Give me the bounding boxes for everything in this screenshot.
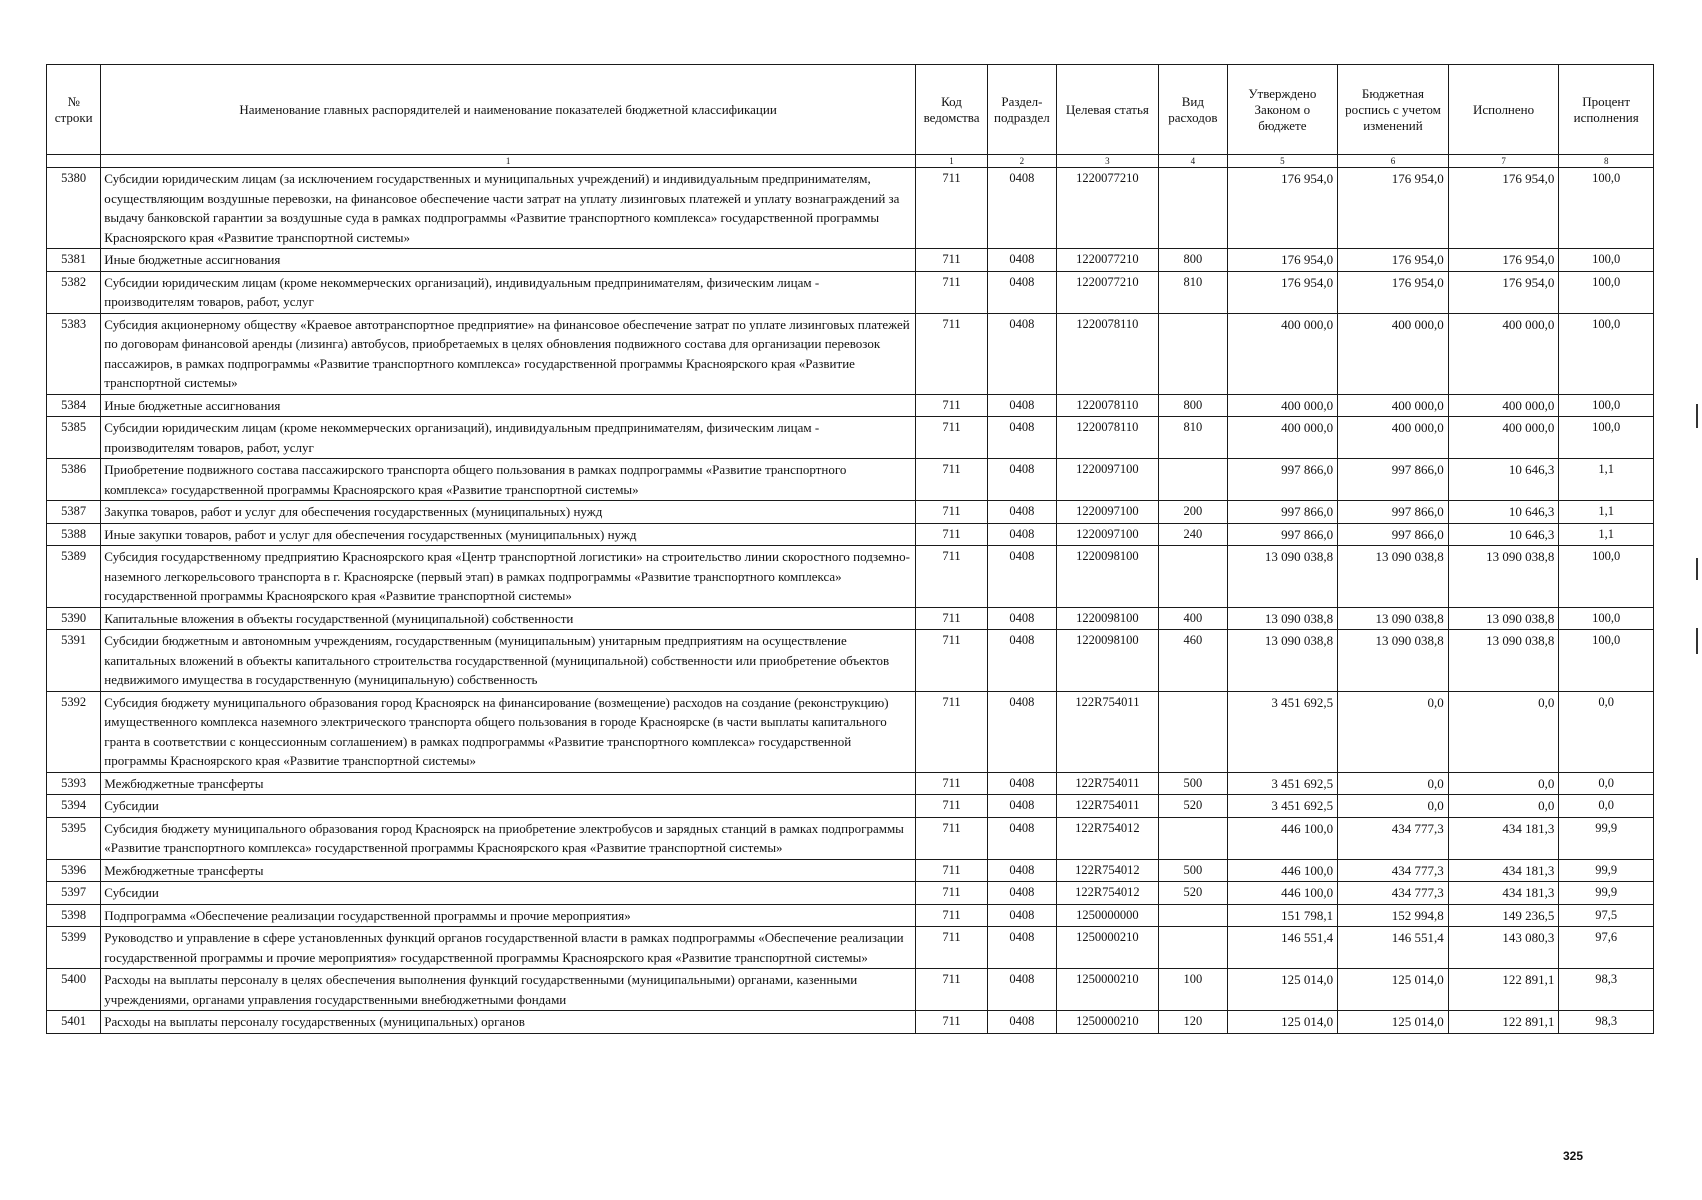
executed-amount: 176 954,0 — [1448, 271, 1559, 313]
dept-code: 711 — [915, 394, 987, 417]
section-code: 0408 — [988, 459, 1056, 501]
row-number: 5399 — [47, 927, 101, 969]
approved-amount: 176 954,0 — [1227, 271, 1338, 313]
target-code: 1220078110 — [1056, 417, 1159, 459]
section-code: 0408 — [988, 271, 1056, 313]
expense-type: 810 — [1159, 417, 1227, 459]
table-row — [47, 882, 1654, 905]
row-name: Субсидии — [101, 795, 916, 818]
row-name: Капитальные вложения в объекты государственной (муниципальной) собственности — [101, 607, 916, 630]
header-approved: Утверждено Законом о бюджете — [1227, 65, 1338, 155]
row-name: Иные закупки товаров, работ и услуг для обеспечения государственных (муниципальных) нужд — [101, 523, 916, 546]
approved-amount: 3 451 692,5 — [1227, 772, 1338, 795]
expense-type: 520 — [1159, 882, 1227, 905]
target-code: 1220098100 — [1056, 630, 1159, 692]
scan-edge-mark — [1696, 404, 1698, 428]
executed-amount: 400 000,0 — [1448, 313, 1559, 394]
expense-type — [1159, 817, 1227, 859]
column-number — [47, 155, 101, 168]
row-number: 5392 — [47, 691, 101, 772]
row-name: Иные бюджетные ассигнования — [101, 249, 916, 272]
dept-code: 711 — [915, 691, 987, 772]
approved-amount: 997 866,0 — [1227, 459, 1338, 501]
expense-type: 500 — [1159, 859, 1227, 882]
expense-type: 500 — [1159, 772, 1227, 795]
execution-percent: 100,0 — [1559, 394, 1654, 417]
section-code: 0408 — [988, 691, 1056, 772]
table-row — [47, 501, 1654, 524]
target-code: 1220078110 — [1056, 313, 1159, 394]
row-name: Субсидии бюджетным и автономным учреждениям, государственным (муниципальным) унитарным предприятиям на осуществление капитальных вложений в объекты капитального строительства государственной (муниципальной) собственности или приобретение объектов недвижимого имущества в государственную (муниципальную) собственность — [101, 630, 916, 692]
section-code: 0408 — [988, 249, 1056, 272]
table-body — [47, 168, 1654, 1034]
approved-amount: 125 014,0 — [1227, 1011, 1338, 1034]
budget-amount: 400 000,0 — [1338, 313, 1449, 394]
executed-amount: 143 080,3 — [1448, 927, 1559, 969]
header-expense-type: Вид расходов — [1159, 65, 1227, 155]
row-name: Субсидия акционерному обществу «Краевое автотранспортное предприятие» на финансовое обеспечение затрат по уплате лизинговых платежей по договорам финансовой аренды (лизинга) автобусов, приобретаемых в целях обновления подвижного состава для организации перевозок пассажиров, в рамках подпрограммы «Развитие транспортного комплекса» государственной программы Красноярского края «Развитие транспортной системы» — [101, 313, 916, 394]
dept-code: 711 — [915, 927, 987, 969]
table-row — [47, 546, 1654, 608]
execution-percent: 98,3 — [1559, 969, 1654, 1011]
dept-code: 711 — [915, 523, 987, 546]
expense-type — [1159, 168, 1227, 249]
row-name: Приобретение подвижного состава пассажирского транспорта общего пользования в рамках подпрограммы «Развитие транспортного комплекса» государственной программы Красноярского края «Развитие транспортной системы» — [101, 459, 916, 501]
row-number: 5380 — [47, 168, 101, 249]
section-code: 0408 — [988, 546, 1056, 608]
approved-amount: 997 866,0 — [1227, 523, 1338, 546]
section-code: 0408 — [988, 969, 1056, 1011]
header-executed: Исполнено — [1448, 65, 1559, 155]
budget-amount: 152 994,8 — [1338, 904, 1449, 927]
executed-amount: 434 181,3 — [1448, 859, 1559, 882]
section-code: 0408 — [988, 501, 1056, 524]
execution-percent: 100,0 — [1559, 168, 1654, 249]
row-number: 5387 — [47, 501, 101, 524]
dept-code: 711 — [915, 630, 987, 692]
execution-percent: 100,0 — [1559, 313, 1654, 394]
approved-amount: 151 798,1 — [1227, 904, 1338, 927]
budget-amount: 997 866,0 — [1338, 459, 1449, 501]
column-number: 2 — [988, 155, 1056, 168]
execution-percent: 100,0 — [1559, 630, 1654, 692]
section-code: 0408 — [988, 607, 1056, 630]
budget-amount: 176 954,0 — [1338, 271, 1449, 313]
row-name: Субсидии — [101, 882, 916, 905]
budget-amount: 13 090 038,8 — [1338, 607, 1449, 630]
executed-amount: 176 954,0 — [1448, 249, 1559, 272]
row-number: 5396 — [47, 859, 101, 882]
row-name: Расходы на выплаты персоналу в целях обеспечения выполнения функций государственными (муниципальными) органами, казенными учреждениями, органами управления государственными внебюджетными фондами — [101, 969, 916, 1011]
header-target: Целевая статья — [1056, 65, 1159, 155]
executed-amount: 176 954,0 — [1448, 168, 1559, 249]
approved-amount: 3 451 692,5 — [1227, 691, 1338, 772]
execution-percent: 1,1 — [1559, 501, 1654, 524]
approved-amount: 400 000,0 — [1227, 313, 1338, 394]
budget-amount: 176 954,0 — [1338, 249, 1449, 272]
budget-amount: 0,0 — [1338, 691, 1449, 772]
row-number: 5384 — [47, 394, 101, 417]
approved-amount: 176 954,0 — [1227, 249, 1338, 272]
row-name: Субсидии юридическим лицам (кроме некоммерческих организаций), индивидуальным предпринимателям, физическим лицам - производителям товаров, работ, услуг — [101, 417, 916, 459]
column-number: 3 — [1056, 155, 1159, 168]
header-budget-list: Бюджетная роспись с учетом изменений — [1338, 65, 1449, 155]
section-code: 0408 — [988, 417, 1056, 459]
column-number: 1 — [915, 155, 987, 168]
execution-percent: 0,0 — [1559, 795, 1654, 818]
section-code: 0408 — [988, 795, 1056, 818]
expense-type — [1159, 459, 1227, 501]
row-name: Субсидия бюджету муниципального образования город Красноярск на финансирование (возмещение) расходов на создание (реконструкцию) имущественного комплекса наземного электрического транспорта общего пользования в городе Красноярске (в части выплаты капитального гранта в соответствии с концессионным соглашением) в рамках подпрограммы «Развитие транспортного комплекса» государственной программы Красноярского края «Развитие транспортной системы» — [101, 691, 916, 772]
row-number: 5390 — [47, 607, 101, 630]
expense-type: 400 — [1159, 607, 1227, 630]
dept-code: 711 — [915, 772, 987, 795]
row-name: Субсидия государственному предприятию Красноярского края «Центр транспортной логистики» на строительство линии скоростного подземно-наземного легкорельсового транспорта в г. Красноярске (первый этап) в рамках подпрограммы «Развитие транспортного комплекса» государственной программы Красноярского края «Развитие транспортной системы» — [101, 546, 916, 608]
header-row-no: № строки — [47, 65, 101, 155]
table-row — [47, 523, 1654, 546]
budget-amount: 13 090 038,8 — [1338, 630, 1449, 692]
dept-code: 711 — [915, 546, 987, 608]
table-row — [47, 1011, 1654, 1034]
executed-amount: 0,0 — [1448, 772, 1559, 795]
executed-amount: 13 090 038,8 — [1448, 546, 1559, 608]
target-code: 122R754012 — [1056, 817, 1159, 859]
row-name: Иные бюджетные ассигнования — [101, 394, 916, 417]
expense-type: 200 — [1159, 501, 1227, 524]
target-code: 1220098100 — [1056, 607, 1159, 630]
header-row — [47, 65, 1654, 155]
execution-percent: 99,9 — [1559, 882, 1654, 905]
budget-amount: 997 866,0 — [1338, 523, 1449, 546]
table-row — [47, 691, 1654, 772]
execution-percent: 100,0 — [1559, 607, 1654, 630]
section-code: 0408 — [988, 904, 1056, 927]
column-number: 4 — [1159, 155, 1227, 168]
budget-amount: 125 014,0 — [1338, 969, 1449, 1011]
executed-amount: 10 646,3 — [1448, 459, 1559, 501]
section-code: 0408 — [988, 1011, 1056, 1034]
section-code: 0408 — [988, 817, 1056, 859]
table-row — [47, 927, 1654, 969]
row-name: Межбюджетные трансферты — [101, 859, 916, 882]
column-number: 7 — [1448, 155, 1559, 168]
table-row — [47, 817, 1654, 859]
expense-type — [1159, 546, 1227, 608]
target-code: 122R754012 — [1056, 882, 1159, 905]
execution-percent: 100,0 — [1559, 417, 1654, 459]
row-number: 5400 — [47, 969, 101, 1011]
expense-type: 460 — [1159, 630, 1227, 692]
executed-amount: 434 181,3 — [1448, 817, 1559, 859]
column-number-row — [47, 155, 1654, 168]
table-row — [47, 904, 1654, 927]
expense-type: 800 — [1159, 249, 1227, 272]
row-number: 5394 — [47, 795, 101, 818]
target-code: 1250000000 — [1056, 904, 1159, 927]
approved-amount: 3 451 692,5 — [1227, 795, 1338, 818]
approved-amount: 446 100,0 — [1227, 859, 1338, 882]
dept-code: 711 — [915, 417, 987, 459]
dept-code: 711 — [915, 249, 987, 272]
executed-amount: 122 891,1 — [1448, 969, 1559, 1011]
target-code: 1220097100 — [1056, 501, 1159, 524]
table-row — [47, 795, 1654, 818]
execution-percent: 100,0 — [1559, 249, 1654, 272]
target-code: 1220077210 — [1056, 271, 1159, 313]
target-code: 1220098100 — [1056, 546, 1159, 608]
approved-amount: 446 100,0 — [1227, 817, 1338, 859]
section-code: 0408 — [988, 772, 1056, 795]
table-row — [47, 313, 1654, 394]
expense-type — [1159, 904, 1227, 927]
row-number: 5386 — [47, 459, 101, 501]
dept-code: 711 — [915, 168, 987, 249]
table-row — [47, 630, 1654, 692]
execution-percent: 0,0 — [1559, 691, 1654, 772]
dept-code: 711 — [915, 459, 987, 501]
expense-type: 810 — [1159, 271, 1227, 313]
approved-amount: 400 000,0 — [1227, 417, 1338, 459]
execution-percent: 1,1 — [1559, 523, 1654, 546]
execution-percent: 97,5 — [1559, 904, 1654, 927]
execution-percent: 1,1 — [1559, 459, 1654, 501]
approved-amount: 997 866,0 — [1227, 501, 1338, 524]
executed-amount: 0,0 — [1448, 795, 1559, 818]
section-code: 0408 — [988, 882, 1056, 905]
execution-percent: 100,0 — [1559, 271, 1654, 313]
row-number: 5398 — [47, 904, 101, 927]
dept-code: 711 — [915, 313, 987, 394]
budget-amount: 13 090 038,8 — [1338, 546, 1449, 608]
table-row — [47, 607, 1654, 630]
executed-amount: 400 000,0 — [1448, 394, 1559, 417]
approved-amount: 125 014,0 — [1227, 969, 1338, 1011]
header-dept-code: Код ведомства — [915, 65, 987, 155]
table-row — [47, 969, 1654, 1011]
row-number: 5391 — [47, 630, 101, 692]
table-row — [47, 859, 1654, 882]
target-code: 122R754011 — [1056, 772, 1159, 795]
budget-amount: 434 777,3 — [1338, 817, 1449, 859]
execution-percent: 98,3 — [1559, 1011, 1654, 1034]
dept-code: 711 — [915, 882, 987, 905]
table-row — [47, 772, 1654, 795]
approved-amount: 446 100,0 — [1227, 882, 1338, 905]
section-code: 0408 — [988, 394, 1056, 417]
execution-percent: 100,0 — [1559, 546, 1654, 608]
row-number: 5401 — [47, 1011, 101, 1034]
executed-amount: 149 236,5 — [1448, 904, 1559, 927]
row-number: 5388 — [47, 523, 101, 546]
dept-code: 711 — [915, 1011, 987, 1034]
executed-amount: 434 181,3 — [1448, 882, 1559, 905]
row-number: 5395 — [47, 817, 101, 859]
column-number: 5 — [1227, 155, 1338, 168]
row-name: Подпрограмма «Обеспечение реализации государственной программы и прочие мероприятия» — [101, 904, 916, 927]
dept-code: 711 — [915, 904, 987, 927]
approved-amount: 400 000,0 — [1227, 394, 1338, 417]
budget-amount: 176 954,0 — [1338, 168, 1449, 249]
dept-code: 711 — [915, 607, 987, 630]
dept-code: 711 — [915, 969, 987, 1011]
approved-amount: 13 090 038,8 — [1227, 546, 1338, 608]
page-number: 325 — [1563, 1149, 1584, 1163]
row-name: Субсидии юридическим лицам (кроме некоммерческих организаций), индивидуальным предпринимателям, физическим лицам - производителям товаров, работ, услуг — [101, 271, 916, 313]
header-name: Наименование главных распорядителей и наименование показателей бюджетной классификации — [101, 65, 916, 155]
row-number: 5389 — [47, 546, 101, 608]
approved-amount: 146 551,4 — [1227, 927, 1338, 969]
approved-amount: 13 090 038,8 — [1227, 630, 1338, 692]
executed-amount: 10 646,3 — [1448, 523, 1559, 546]
budget-amount: 434 777,3 — [1338, 859, 1449, 882]
header-percent: Процент исполнения — [1559, 65, 1654, 155]
row-number: 5382 — [47, 271, 101, 313]
expense-type: 520 — [1159, 795, 1227, 818]
budget-report-sheet — [46, 64, 1654, 1034]
expense-type: 120 — [1159, 1011, 1227, 1034]
target-code: 1220077210 — [1056, 168, 1159, 249]
budget-amount: 997 866,0 — [1338, 501, 1449, 524]
header-section: Раздел-подраздел — [988, 65, 1056, 155]
section-code: 0408 — [988, 927, 1056, 969]
table-row — [47, 168, 1654, 249]
row-name: Субсидии юридическим лицам (за исключением государственных и муниципальных учреждений) и индивидуальным предпринимателям, осуществляющим воздушные перевозки, на финансовое обеспечение части затрат на уплату лизинговых платежей и уплату вознаграждений за выдачу банковской гарантии за воздушные суда в рамках подпрограммы «Развитие транспортного комплекса» государственной программы Красноярского края «Развитие транспортной системы» — [101, 168, 916, 249]
budget-amount: 400 000,0 — [1338, 394, 1449, 417]
expense-type — [1159, 691, 1227, 772]
execution-percent: 97,6 — [1559, 927, 1654, 969]
dept-code: 711 — [915, 817, 987, 859]
row-name: Расходы на выплаты персоналу государственных (муниципальных) органов — [101, 1011, 916, 1034]
table-row — [47, 249, 1654, 272]
executed-amount: 13 090 038,8 — [1448, 607, 1559, 630]
target-code: 122R754011 — [1056, 691, 1159, 772]
approved-amount: 13 090 038,8 — [1227, 607, 1338, 630]
section-code: 0408 — [988, 313, 1056, 394]
target-code: 1220077210 — [1056, 249, 1159, 272]
column-number: 6 — [1338, 155, 1449, 168]
row-name: Субсидия бюджету муниципального образования город Красноярск на приобретение электробусов и зарядных станций в рамках подпрограммы «Развитие транспортного комплекса» государственной программы Красноярского края «Развитие транспортной системы» — [101, 817, 916, 859]
target-code: 1250000210 — [1056, 927, 1159, 969]
target-code: 1220078110 — [1056, 394, 1159, 417]
target-code: 1220097100 — [1056, 459, 1159, 501]
column-number: 8 — [1559, 155, 1654, 168]
target-code: 122R754011 — [1056, 795, 1159, 818]
table-row — [47, 394, 1654, 417]
row-number: 5393 — [47, 772, 101, 795]
table-row — [47, 271, 1654, 313]
executed-amount: 400 000,0 — [1448, 417, 1559, 459]
approved-amount: 176 954,0 — [1227, 168, 1338, 249]
row-number: 5381 — [47, 249, 101, 272]
budget-amount: 400 000,0 — [1338, 417, 1449, 459]
dept-code: 711 — [915, 795, 987, 818]
dept-code: 711 — [915, 859, 987, 882]
section-code: 0408 — [988, 523, 1056, 546]
row-number: 5385 — [47, 417, 101, 459]
section-code: 0408 — [988, 859, 1056, 882]
expense-type — [1159, 927, 1227, 969]
budget-amount: 146 551,4 — [1338, 927, 1449, 969]
dept-code: 711 — [915, 271, 987, 313]
target-code: 1250000210 — [1056, 1011, 1159, 1034]
budget-amount: 0,0 — [1338, 795, 1449, 818]
section-code: 0408 — [988, 168, 1056, 249]
table-row — [47, 417, 1654, 459]
target-code: 1220097100 — [1056, 523, 1159, 546]
row-name: Руководство и управление в сфере установленных функций органов государственной власти в рамках подпрограммы «Обеспечение реализации государственной программы и прочие мероприятия» государственной программы Красноярского края «Развитие транспортной системы» — [101, 927, 916, 969]
executed-amount: 0,0 — [1448, 691, 1559, 772]
row-number: 5383 — [47, 313, 101, 394]
table-row — [47, 459, 1654, 501]
scan-edge-mark — [1696, 558, 1698, 580]
execution-percent: 99,9 — [1559, 859, 1654, 882]
budget-table — [46, 64, 1654, 1034]
column-number: 1 — [101, 155, 916, 168]
executed-amount: 13 090 038,8 — [1448, 630, 1559, 692]
scan-edge-mark — [1696, 628, 1698, 654]
expense-type — [1159, 313, 1227, 394]
executed-amount: 122 891,1 — [1448, 1011, 1559, 1034]
section-code: 0408 — [988, 630, 1056, 692]
dept-code: 711 — [915, 501, 987, 524]
row-number: 5397 — [47, 882, 101, 905]
row-name: Межбюджетные трансферты — [101, 772, 916, 795]
budget-amount: 0,0 — [1338, 772, 1449, 795]
execution-percent: 0,0 — [1559, 772, 1654, 795]
executed-amount: 10 646,3 — [1448, 501, 1559, 524]
budget-amount: 125 014,0 — [1338, 1011, 1449, 1034]
expense-type: 240 — [1159, 523, 1227, 546]
target-code: 122R754012 — [1056, 859, 1159, 882]
budget-amount: 434 777,3 — [1338, 882, 1449, 905]
expense-type: 100 — [1159, 969, 1227, 1011]
execution-percent: 99,9 — [1559, 817, 1654, 859]
expense-type: 800 — [1159, 394, 1227, 417]
target-code: 1250000210 — [1056, 969, 1159, 1011]
row-name: Закупка товаров, работ и услуг для обеспечения государственных (муниципальных) нужд — [101, 501, 916, 524]
